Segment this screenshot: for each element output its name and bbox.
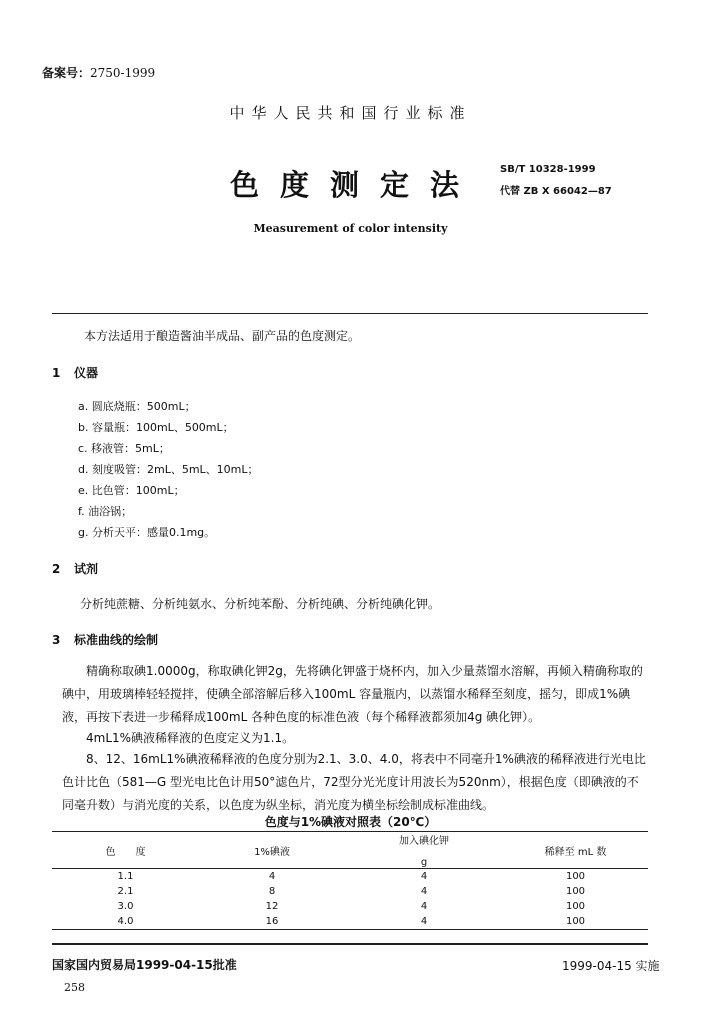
header-dilution-volume: 稀释至 mL 数	[503, 832, 648, 869]
section-number: 3	[52, 633, 61, 647]
color-intensity-table	[52, 831, 648, 930]
page-title: 色度测定法	[230, 168, 481, 202]
table-cell: 4.0	[52, 914, 199, 930]
section-number: 1	[52, 366, 61, 380]
table-row	[52, 884, 648, 899]
table-row	[52, 914, 648, 930]
implementation-date: 1999-04-15 实施	[562, 959, 660, 973]
record-number: 2750-1999	[90, 66, 156, 80]
table-cell: 2.1	[117, 886, 134, 897]
footer-divider	[52, 943, 648, 945]
section-title: 仪器	[74, 366, 99, 380]
intro-text: 本方法适用于酿造酱油半成品、副产品的色度测定。	[84, 329, 361, 343]
table-row	[52, 869, 648, 885]
table-cell: 100	[565, 886, 586, 897]
table-header-row	[52, 832, 648, 869]
list-item: c. 移液管：5mL；	[78, 442, 170, 455]
page-number: 258	[64, 981, 85, 994]
standard-category: 中华人民共和国行业标准	[229, 104, 472, 122]
record-number-line	[42, 64, 155, 81]
table-cell: 4	[420, 886, 428, 897]
list-item: f. 油浴锅；	[78, 505, 133, 518]
section-instruments-heading	[52, 364, 98, 381]
section-title: 标准曲线的绘制	[74, 633, 159, 647]
header-potassium-iodide-label: 加入碘化钾	[399, 836, 449, 847]
record-label: 备案号：	[42, 66, 91, 80]
list-item: d. 刻度吸管：2mL、5mL、10mL；	[78, 463, 259, 476]
list-item: g. 分析天平：感量0.1mg。	[78, 526, 216, 539]
list-item: b. 容量瓶：100mL、500mL；	[78, 421, 234, 434]
curve-paragraph-3: 8、12、16mL1%碘液稀释液的色度分别为2.1、3.0、4.0，将表中不同毫升1%碘液的稀释液进行光电比色计比色（581—G 型光电比色计用50°滤色片，72型分光光度计用波长为520nm），根据色度（即碘液的不同毫升数）与消光度的关系，以色度为纵坐标，消光度为横坐标绘制成标准曲线。	[62, 752, 646, 812]
section-reagents-heading	[52, 560, 98, 577]
table-row	[52, 899, 648, 914]
table-cell: 100	[565, 901, 586, 912]
table-caption: 色度与1%碘液对照表（20℃）	[264, 815, 437, 829]
table-cell: 100	[503, 914, 648, 930]
curve-paragraph-1: 精确称取碘1.0000g，称取碘化钾2g，先将碘化钾盛于烧杯内，加入少量蒸馏水溶解，再倾入精确称取的碘中，用玻璃棒轻轻搅拌，使碘全部溶解后移入100mL 容量瓶内，以蒸馏水稀释至刻度，摇匀，即成1%碘液，再按下表进一步稀释成100mL 各种色度的标准色液（每个稀释液都须加4g 碘化钾）。	[62, 664, 643, 724]
header-divider	[52, 313, 648, 314]
approval-line: 国家国内贸易局1999-04-15批准	[52, 958, 237, 972]
section-title: 试剂	[74, 562, 99, 576]
standard-code: SB/T 10328-1999	[500, 164, 596, 175]
header-iodine-solution: 1%碘液	[199, 832, 345, 869]
table-cell: 4	[420, 901, 428, 912]
table-cell: 12	[265, 901, 279, 912]
list-item: e. 比色管：100mL；	[78, 484, 185, 497]
english-subtitle: Measurement of color intensity	[253, 222, 448, 235]
header-potassium-iodide	[345, 832, 503, 869]
section-number: 2	[52, 562, 61, 576]
table-cell: 16	[199, 914, 345, 930]
table-cell: 4	[420, 871, 428, 882]
reagents-text: 分析纯蔗糖、分析纯氨水、分析纯苯酚、分析纯碘、分析纯碘化钾。	[80, 597, 441, 611]
section-standard-curve-heading	[52, 631, 158, 648]
table-cell: 100	[565, 871, 586, 882]
header-color-intensity: 色 度	[52, 832, 199, 869]
curve-paragraph-2: 4mL1%碘液稀释液的色度定义为1.1。	[86, 731, 295, 745]
table-cell: 1.1	[117, 871, 134, 882]
table-cell: 4	[345, 914, 503, 930]
table-cell: 8	[268, 886, 276, 897]
standard-code-block	[500, 159, 612, 203]
table-cell: 4	[268, 871, 276, 882]
list-item: a. 圆底烧瓶：500mL；	[78, 400, 196, 413]
header-potassium-iodide-unit: g	[420, 857, 428, 868]
table-cell: 3.0	[117, 901, 134, 912]
replaces-code: 代替 ZB X 66042—87	[500, 186, 612, 197]
